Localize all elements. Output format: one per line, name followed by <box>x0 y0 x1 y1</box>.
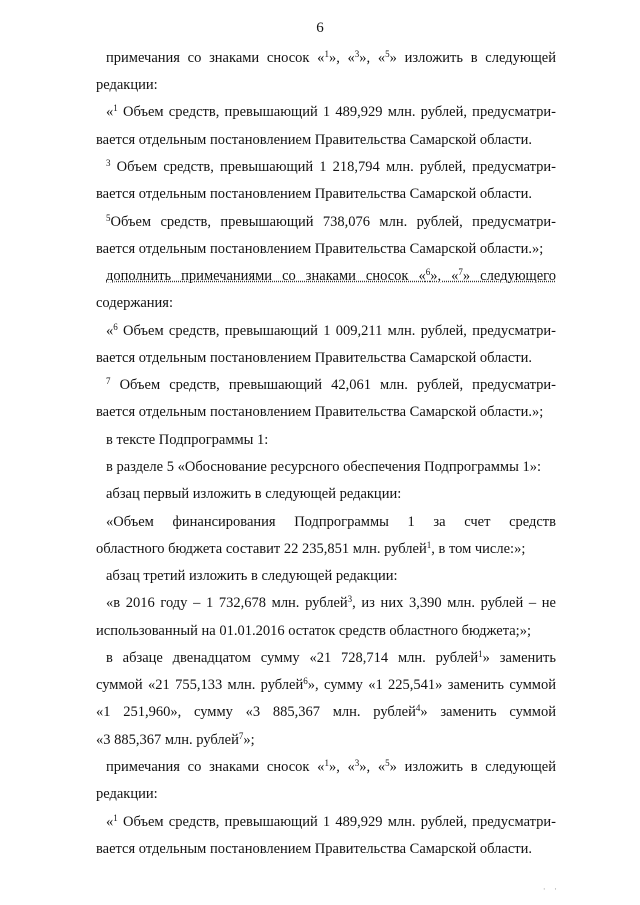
text-run: вается отдельным постановлением Правительства Самарской области. <box>96 132 533 148</box>
text-line <box>96 702 556 722</box>
text-run: «в 2016 году – 1 732,678 млн. рублей <box>106 595 348 611</box>
footnote-mark: 1 <box>113 813 118 823</box>
text-line <box>106 266 556 286</box>
text-run: вается отдельным постановлением Правительства Самарской области.»; <box>96 404 544 420</box>
footnote-mark: 5 <box>106 213 111 223</box>
text-line <box>106 593 556 613</box>
text-line <box>106 757 556 777</box>
text-line <box>106 648 556 668</box>
text-run: вается отдельным постановлением Правительства Самарской области. <box>96 350 533 366</box>
text-run: » следующего <box>462 268 556 284</box>
footnote-mark: 5 <box>385 758 390 768</box>
text-run: Объем средств, превышающий 1 009,211 млн. рублей, предусматри- <box>117 323 556 339</box>
text-line <box>96 130 532 150</box>
footnote-mark: 5 <box>385 49 390 59</box>
text-line <box>96 75 158 95</box>
text-line <box>106 430 268 450</box>
text-line <box>106 457 541 477</box>
text-run: вается отдельным постановлением Правительства Самарской области. <box>96 841 533 857</box>
text-run: Объем средств, превышающий 738,076 млн. рублей, предусматри- <box>110 214 556 230</box>
text-run: абзац первый изложить в следующей редакции: <box>106 486 402 502</box>
text-run: »; <box>243 732 255 748</box>
text-run: », « <box>328 50 355 66</box>
text-run: Объем средств, превышающий 1 489,929 млн. рублей, предусматри- <box>117 104 556 120</box>
text-run: « <box>106 814 114 830</box>
text-run: в разделе 5 «Обоснование ресурсного обеспечения Подпрограммы 1»: <box>106 459 541 475</box>
text-line <box>106 102 556 122</box>
footnote-mark: 1 <box>324 49 329 59</box>
text-line <box>106 512 556 532</box>
text-run: » заменить суммой <box>420 704 556 720</box>
footnote-mark: 7 <box>106 376 111 386</box>
footnote-mark: 1 <box>113 103 118 113</box>
page-number: 6 <box>316 20 324 36</box>
text-run: Объем средств, превышающий 42,061 млн. рублей, предусматри- <box>110 377 556 393</box>
footnote-mark: 7 <box>238 731 244 741</box>
text-line <box>96 348 532 368</box>
footnote-mark: 1 <box>426 540 432 550</box>
text-run: редакции: <box>96 77 158 93</box>
text-run: использованный на 01.01.2016 остаток средств областного бюджета;»; <box>96 623 531 639</box>
text-run: в абзаце двенадцатом сумму «21 728,714 млн. рублей <box>106 650 479 666</box>
text-run: редакции: <box>96 786 158 802</box>
footnote-mark: 6 <box>113 322 118 332</box>
text-line <box>106 375 556 395</box>
text-run: примечания со знаками сносок « <box>106 759 325 775</box>
text-run: » изложить в следующей <box>389 759 557 775</box>
text-run: , в том числе:»; <box>431 541 526 557</box>
text-run: », « <box>430 268 459 284</box>
text-run: вается отдельным постановлением Правительства Самарской области.»; <box>96 241 544 257</box>
footnote-mark: 6 <box>425 267 431 277</box>
text-line <box>106 157 556 177</box>
text-line <box>96 839 532 859</box>
text-run: дополнить примечаниями со знаками сносок « <box>106 268 426 284</box>
text-run: » изложить в следующей <box>389 50 557 66</box>
text-line <box>106 212 556 232</box>
text-run: », « <box>359 50 386 66</box>
text-line <box>106 321 556 341</box>
footnote-mark: 3 <box>347 594 353 604</box>
text-line <box>96 784 158 804</box>
text-run: », « <box>328 759 355 775</box>
text-line <box>96 239 543 259</box>
footnote-mark: 4 <box>415 703 421 713</box>
footnote-mark: 1 <box>478 649 483 659</box>
text-run: «Объем финансирования Подпрограммы 1 за счет средств <box>106 514 556 530</box>
text-run: » заменить <box>482 650 556 666</box>
text-line <box>106 484 401 504</box>
text-line <box>96 675 556 695</box>
text-run: Объем средств, превышающий 1 218,794 млн. рублей, предусматри- <box>110 159 556 175</box>
text-line <box>96 621 531 641</box>
text-run: «3 885,367 млн. рублей <box>96 732 239 748</box>
text-run: содержания: <box>96 295 174 311</box>
text-line <box>96 539 525 559</box>
text-line <box>96 730 255 750</box>
text-line <box>96 402 543 422</box>
footnote-mark: 3 <box>354 49 360 59</box>
footnote-mark: 1 <box>324 758 329 768</box>
text-line <box>96 293 173 313</box>
text-line <box>96 184 532 204</box>
text-run: « <box>106 323 114 339</box>
text-run: в тексте Подпрограммы 1: <box>106 432 269 448</box>
scan-speck: · · <box>542 884 560 894</box>
text-run: вается отдельным постановлением Правительства Самарской области. <box>96 186 533 202</box>
text-run: «1 251,960», сумму «3 885,367 млн. рублей <box>96 704 416 720</box>
footnote-mark: 7 <box>458 267 463 277</box>
text-run: », сумму «1 225,541» заменить суммой <box>307 677 556 693</box>
footnote-mark: 3 <box>106 158 111 168</box>
text-run: областного бюджета составит 22 235,851 млн. рублей <box>96 541 427 557</box>
footnote-mark: 3 <box>354 758 360 768</box>
text-run: Объем средств, превышающий 1 489,929 млн. рублей, предусматри- <box>117 814 556 830</box>
text-run: , из них 3,390 млн. рублей – не <box>352 595 556 611</box>
text-run: « <box>106 104 114 120</box>
text-line <box>106 812 556 832</box>
text-run: абзац третий изложить в следующей редакции: <box>106 568 398 584</box>
text-run: примечания со знаками сносок « <box>106 50 325 66</box>
text-line <box>106 48 556 68</box>
text-run: суммой «21 755,133 млн. рублей <box>96 677 304 693</box>
text-run: », « <box>359 759 386 775</box>
footnote-mark: 6 <box>303 676 308 686</box>
text-line <box>106 566 398 586</box>
